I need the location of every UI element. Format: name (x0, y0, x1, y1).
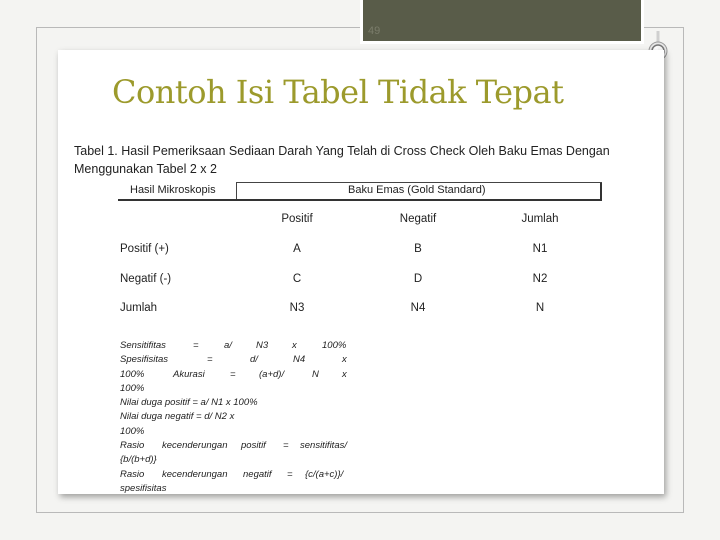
formula-text: Akurasi (173, 368, 205, 380)
header-border (236, 182, 602, 199)
formula-line (120, 368, 360, 382)
formula-text: kecenderungan (162, 440, 228, 452)
formula-line (120, 468, 360, 482)
formula-line (120, 339, 360, 353)
table-cell: N1 (532, 243, 548, 255)
formula-line (120, 410, 360, 424)
formula-line (120, 425, 360, 439)
formula-text: kecenderungan (162, 468, 228, 480)
row-label: Jumlah (120, 302, 158, 314)
formula-line (120, 382, 360, 396)
formula-text: 100% (120, 368, 145, 380)
formula-text: = (283, 440, 289, 452)
formula-line (120, 353, 360, 367)
formula-text: = (230, 368, 236, 380)
formula-text: 100% (120, 425, 145, 437)
table-cell: N3 (289, 302, 305, 314)
formula-text: Rasio (120, 440, 145, 452)
formula-text: {c/(a+c)}/ (305, 468, 344, 480)
formula-text: 100% (120, 382, 145, 394)
formula-text: a/ (224, 340, 232, 351)
formula-text: Nilai duga positif = a/ N1 x 100% (120, 397, 258, 409)
column-header: Positif (281, 213, 313, 225)
formula-line (120, 482, 360, 496)
formula-text: spesifisitas (120, 482, 167, 494)
formula-line (120, 396, 360, 410)
header-tab (360, 0, 644, 44)
formula-text: N4 (293, 354, 306, 366)
formula-text: (a+d)/ (259, 368, 285, 380)
formula-text: Spesifisitas (120, 354, 169, 366)
formula-text: x (342, 354, 347, 366)
formula-text: x (342, 368, 347, 380)
formula-line (120, 439, 360, 453)
formula-text: Rasio (120, 468, 145, 480)
formula-text: Nilai duga negatif = d/ N2 x (120, 411, 235, 423)
table-caption: Tabel 1. Hasil Pemeriksaan Sediaan Darah Yang Telah di Cross Check Oleh Baku Emas Dengan Menggunakan Tabel 2 x 2 (74, 144, 610, 176)
formula-block (120, 339, 360, 496)
formula-text: {b/(b+d)} (120, 454, 157, 466)
slide-title: Contoh Isi Tabel Tidak Tepat (112, 73, 564, 111)
row-label: Negatif (-) (120, 273, 172, 285)
formula-text: d/ (250, 354, 258, 366)
slide-number: 49 (368, 25, 381, 37)
column-header: Jumlah (521, 213, 559, 225)
formula-text: N (312, 368, 319, 380)
table-cell: D (413, 273, 423, 285)
formula-text: N3 (256, 340, 269, 351)
formula-text: Sensitifitas (120, 340, 166, 351)
table-cell: N4 (410, 302, 426, 314)
table-cell: B (414, 243, 422, 255)
formula-text: 100% (322, 340, 347, 351)
header-bottom-rule (118, 199, 602, 201)
row-label: Positif (+) (120, 243, 169, 255)
formula-text: positif (241, 440, 266, 452)
header-hasil-mikroskopis: Hasil Mikroskopis (130, 184, 216, 196)
formula-text: sensitifitas/ (300, 440, 347, 452)
column-header: Negatif (399, 213, 437, 225)
header-top-rule (236, 182, 602, 183)
formula-line (120, 453, 360, 467)
formula-text: negatif (243, 468, 272, 480)
formula-text: = (193, 340, 199, 351)
formula-text: x (292, 340, 297, 351)
formula-text: = (287, 468, 293, 480)
table-cell: N (535, 302, 545, 314)
table-cell: C (292, 273, 302, 285)
formula-text: = (207, 354, 213, 366)
table-cell: A (293, 243, 301, 255)
table-cell: N2 (532, 273, 548, 285)
header-baku-emas: Baku Emas (Gold Standard) (348, 184, 486, 196)
